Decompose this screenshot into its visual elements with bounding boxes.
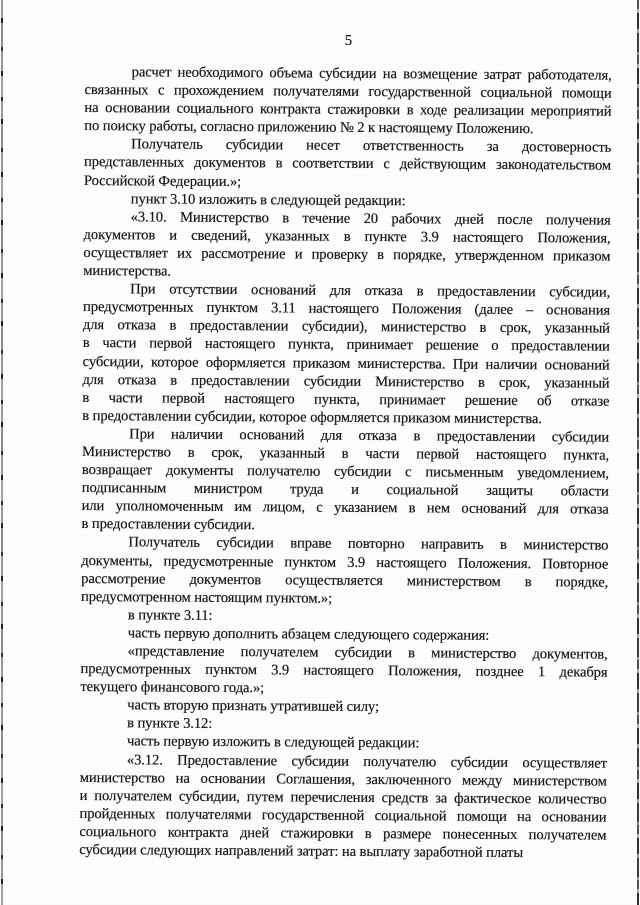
paragraph [83,208,610,284]
text-line: текущего финансового года.»; [80,679,265,697]
text-line: подписанным министром труда и социальной защиты области [81,480,609,500]
text-line: документы, предусмотренные пунктом 3.9 настоящего Положения. Повторное [81,552,609,573]
text-line: часть первую дополнить абзацем следующего содержания: [127,625,490,644]
paragraph [84,63,611,139]
text-line: предусмотренных пунктом 3.9 настоящего Положения, позднее 1 декабря [80,661,608,681]
text-line: часть вторую признать утратившей силу; [127,697,379,716]
scan-edge-artifact-left [1,0,3,905]
text-line: или уполномоченным им лицом, с указанием в нем оснований для отказа [81,498,609,518]
text-line: часть первую изложить в следующей редакции: [126,733,420,752]
text-line: для отказа в предоставлении субсидии), министерство в срок, указанный [82,317,610,337]
text-line: осуществляет их рассмотрение и проверку в порядке, утвержденном приказом [83,244,611,265]
text-line: министерство на основании Соглашения, заключенного между министерством [79,769,607,790]
text-line: При наличии оснований для отказа в предоставлении субсидии [129,426,610,446]
paragraph [80,642,607,700]
paragraph [81,425,609,537]
text-line: пройденных получателями государственной социальной помощи на основании [79,805,607,826]
text-line: субсидии следующих направлений затрат: на выплату заработной платы [79,842,524,862]
paragraph [82,280,610,428]
paragraph [84,135,611,193]
text-line: рассмотрение документов осуществляется министерством в порядке, [81,570,609,591]
paragraph [81,533,608,609]
text-line: в предоставлении субсидии. [81,516,255,534]
text-line: министерства. [83,263,172,280]
text-line: на основании социального контракта стажировки в ходе реализации мероприятий [84,100,612,120]
text-line: связанных с прохождением получателями государственной социальной помощи [84,82,612,102]
text-line: Получатель субсидии вправе повторно направить в министерство [128,534,609,555]
text-line: расчет необходимого объема субсидии на возмещение затрат работодателя, [131,64,612,84]
text-line: Министерство в срок, указанный в части первой настоящего пункта, [81,443,610,464]
paragraph [79,751,607,863]
text-line: «3.12. Предоставление субсидии получателю субсидии осуществляет [126,751,607,772]
text-line: Российской Федерации.»; [83,172,242,190]
text-line: «представление получателем субсидии в министерство документов, [127,643,608,663]
text-line: и получателем субсидии, путем перечисления средств за фактическое количество [79,787,607,808]
text-line: представленных документов в соответствии с действующим законодательством [84,154,612,175]
page-number: 5 [344,32,353,49]
text-line: возвращает документы получателю субсидии с письменным уведомлением, [81,462,609,482]
scan-edge-artifact-right [637,0,639,905]
text-line: документов и сведений, указанных в пункте 3.9 настоящего Положения, [83,226,611,247]
text-line: в пункте 3.12: [127,715,213,733]
text-line: в пункте 3.11: [127,607,213,624]
text-line: в части первой настоящего пункта, принимает решение об отказе [82,389,610,410]
text-line: Получатель субсидии несет ответственность за достоверность [131,136,612,157]
text-line: «3.10. Министерство в течение 20 рабочих дней после получения [130,209,611,229]
page-content [79,30,612,863]
text-line: предусмотренном настоящим пунктом.»; [80,588,333,607]
text-line: При отсутствии оснований для отказа в предоставлении субсидии, [130,281,611,301]
text-line: по поиску работы, согласно приложению № 2 к настоящему Положению. [84,118,534,138]
text-line: для отказа в предоставлении субсидии Министерство в срок, указанный [82,371,610,392]
text-line: предусмотренных пунктом 3.11 настоящего Положения (далее – основания [83,299,611,319]
text-line: в предоставлении субсидии, которое оформляется приказом министерства. [82,407,542,427]
text-line: пункт 3.10 изложить в следующей редакции: [130,190,406,209]
document-body [79,63,612,863]
text-line: в части первой настоящего пункта, принимает решение о предоставлении [82,335,610,356]
text-line: социального контракта дней стажировки в размере понесенных получателем [79,823,607,844]
text-line: субсидии, которое оформляется приказом министерства. При наличии оснований [82,353,610,374]
